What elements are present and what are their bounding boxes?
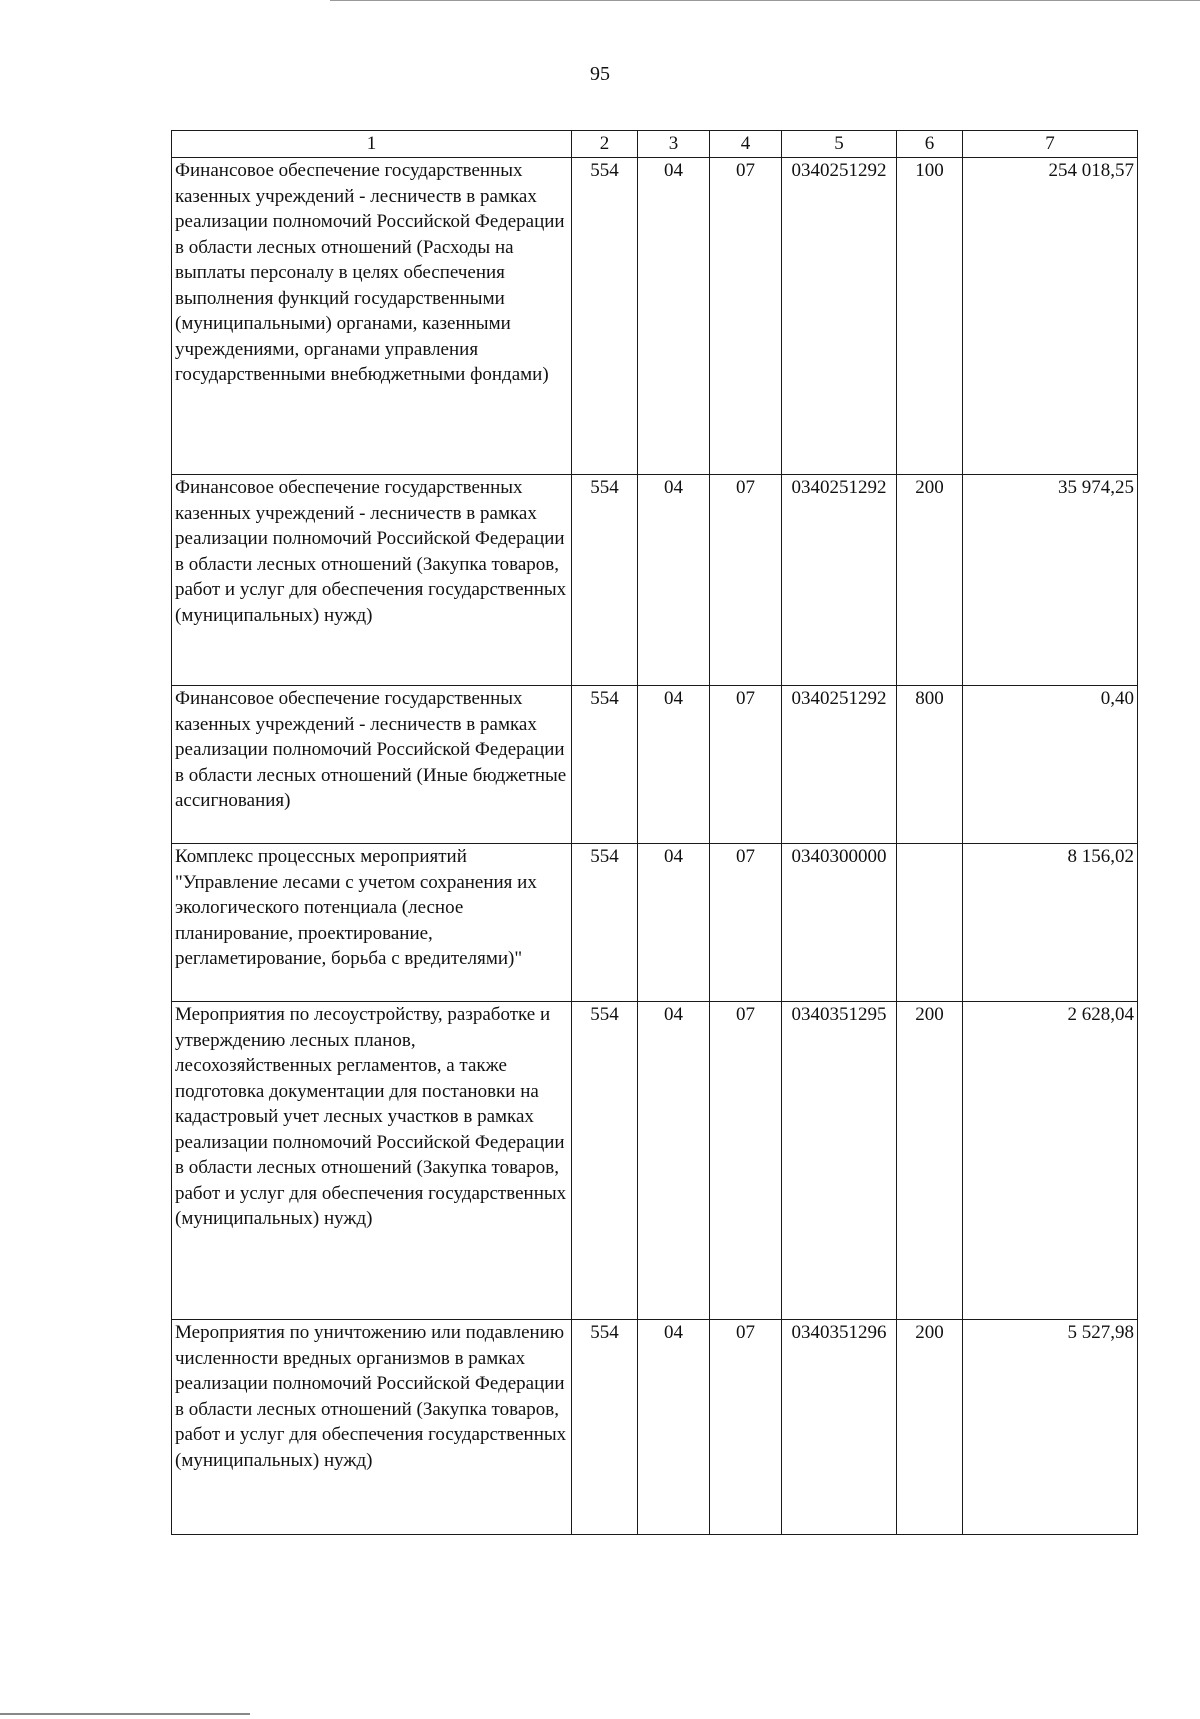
row-col-5: 0340300000 bbox=[782, 844, 897, 1002]
row-col-7: 254 018,57 bbox=[963, 158, 1138, 475]
header-row bbox=[172, 131, 1138, 158]
row-col-2: 554 bbox=[572, 844, 638, 1002]
row-name: Финансовое обеспечение государственных казенных учреждений - лесничеств в рамках реализации полномочий Российской Федерации в области лесных отношений (Иные бюджетные ассигнования) bbox=[172, 686, 572, 844]
row-col-5: 0340251292 bbox=[782, 686, 897, 844]
row-col-3: 04 bbox=[638, 1320, 710, 1535]
table-row bbox=[172, 686, 1138, 844]
header-col-5: 5 bbox=[782, 131, 897, 158]
row-col-4: 07 bbox=[710, 844, 782, 1002]
row-col-6: 200 bbox=[897, 1002, 963, 1320]
scan-edge-bottom bbox=[0, 1713, 250, 1715]
row-col-2: 554 bbox=[572, 686, 638, 844]
row-col-3: 04 bbox=[638, 844, 710, 1002]
row-col-7: 2 628,04 bbox=[963, 1002, 1138, 1320]
row-col-4: 07 bbox=[710, 475, 782, 686]
header-col-3: 3 bbox=[638, 131, 710, 158]
table-row bbox=[172, 844, 1138, 1002]
header-col-2: 2 bbox=[572, 131, 638, 158]
row-col-6: 200 bbox=[897, 475, 963, 686]
row-col-6: 800 bbox=[897, 686, 963, 844]
header-col-7: 7 bbox=[963, 131, 1138, 158]
row-name: Финансовое обеспечение государственных казенных учреждений - лесничеств в рамках реализации полномочий Российской Федерации в области лесных отношений (Расходы на выплаты персоналу в целях обеспечения выполнения функций государственными (муниципальными) органами, казенными учреждениями, органами управления государственными внебюджетными фондами) bbox=[172, 158, 572, 475]
row-col-5: 0340351296 bbox=[782, 1320, 897, 1535]
table-row bbox=[172, 1320, 1138, 1535]
row-col-4: 07 bbox=[710, 1320, 782, 1535]
row-col-3: 04 bbox=[638, 1002, 710, 1320]
row-col-5: 0340251292 bbox=[782, 475, 897, 686]
row-col-2: 554 bbox=[572, 1320, 638, 1535]
scan-edge-top bbox=[330, 0, 1200, 1]
budget-table bbox=[171, 130, 1138, 1535]
row-col-7: 8 156,02 bbox=[963, 844, 1138, 1002]
row-col-2: 554 bbox=[572, 1002, 638, 1320]
row-col-7: 35 974,25 bbox=[963, 475, 1138, 686]
row-col-6: 200 bbox=[897, 1320, 963, 1535]
row-col-5: 0340251292 bbox=[782, 158, 897, 475]
header-col-6: 6 bbox=[897, 131, 963, 158]
row-col-3: 04 bbox=[638, 686, 710, 844]
row-name: Комплекс процессных мероприятий "Управление лесами с учетом сохранения их экологического потенциала (лесное планирование, проектирование, регламетирование, борьба с вредителями)" bbox=[172, 844, 572, 1002]
table-row bbox=[172, 1002, 1138, 1320]
row-col-6: 100 bbox=[897, 158, 963, 475]
row-name: Финансовое обеспечение государственных казенных учреждений - лесничеств в рамках реализации полномочий Российской Федерации в области лесных отношений (Закупка товаров, работ и услуг для обеспечения государственных (муниципальных) нужд) bbox=[172, 475, 572, 686]
row-name: Мероприятия по лесоустройству, разработке и утверждению лесных планов, лесохозяйственных регламентов, а также подготовка документации для постановки на кадастровый учет лесных участков в рамках реализации полномочий Российской Федерации в области лесных отношений (Закупка товаров, работ и услуг для обеспечения государственных (муниципальных) нужд) bbox=[172, 1002, 572, 1320]
row-col-3: 04 bbox=[638, 158, 710, 475]
row-col-3: 04 bbox=[638, 475, 710, 686]
page-number: 95 bbox=[590, 63, 610, 85]
table-row bbox=[172, 158, 1138, 475]
row-col-2: 554 bbox=[572, 158, 638, 475]
row-col-4: 07 bbox=[710, 158, 782, 475]
row-col-7: 5 527,98 bbox=[963, 1320, 1138, 1535]
row-col-2: 554 bbox=[572, 475, 638, 686]
header-col-4: 4 bbox=[710, 131, 782, 158]
row-col-6 bbox=[897, 844, 963, 1002]
row-col-4: 07 bbox=[710, 686, 782, 844]
table-row bbox=[172, 475, 1138, 686]
row-col-4: 07 bbox=[710, 1002, 782, 1320]
row-col-7: 0,40 bbox=[963, 686, 1138, 844]
header-col-1: 1 bbox=[172, 131, 572, 158]
row-col-5: 0340351295 bbox=[782, 1002, 897, 1320]
row-name: Мероприятия по уничтожению или подавлению численности вредных организмов в рамках реализации полномочий Российской Федерации в области лесных отношений (Закупка товаров, работ и услуг для обеспечения государственных (муниципальных) нужд) bbox=[172, 1320, 572, 1535]
